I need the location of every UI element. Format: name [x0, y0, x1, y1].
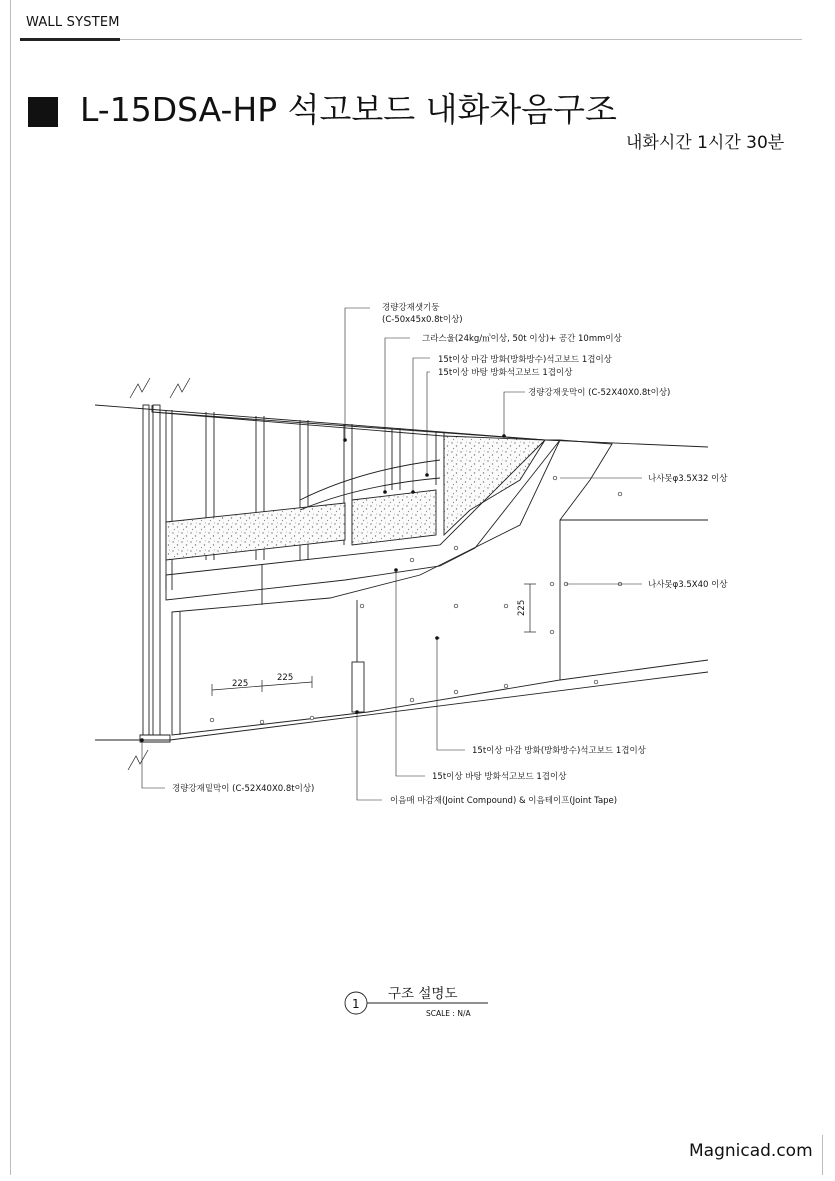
label-stud-spec: (C-50x45x0.8t이상) [382, 315, 463, 325]
steel-studs [143, 405, 444, 735]
label-joint: 이음매 마감재(Joint Compound) & 이음테이프(Joint Tape) [390, 796, 618, 806]
label-bottom-runner: 경량강재밑막이 (C-52X40X0.8t이상) [172, 784, 315, 794]
label-glasswool: 그라스울(24kg/㎥이상, 50t 이상)+ 공간 10mm이상 [422, 334, 622, 344]
caption-title: 구조 설명도 [388, 986, 458, 1002]
glasswool-right [444, 436, 545, 535]
label-base-board-top: 15t이상 바탕 방화석고보드 1겹이상 [438, 368, 573, 378]
dimension-lines [212, 584, 536, 696]
label-screw-40: 나사못φ3.5X40 이상 [648, 580, 728, 590]
glasswool-left [166, 503, 345, 560]
dimension-text-2: 225 [277, 673, 294, 683]
joint-tape [352, 662, 364, 712]
fire-rating-subtitle: 내화시간 1시간 30분 [626, 133, 785, 153]
header-label: WALL SYSTEM [26, 15, 120, 30]
caption-number: 1 [352, 997, 360, 1011]
footer-brand: Magnicad.com [689, 1141, 813, 1161]
label-stud: 경량강재샛기둥 [382, 303, 440, 313]
page-title: L-15DSA-HP 석고보드 내화차음구조 [80, 90, 617, 129]
dimension-text-vertical: 225 [517, 599, 527, 616]
glasswool-middle [352, 490, 436, 545]
label-screw-32: 나사못φ3.5X32 이상 [648, 474, 728, 484]
label-base-board-bottom: 15t이상 바탕 방화석고보드 1겹이상 [432, 772, 567, 782]
bottom-runner [140, 735, 170, 742]
caption-scale: SCALE : N/A [426, 1009, 471, 1018]
floor-line-right [170, 672, 708, 740]
label-finish-board-bottom: 15t이상 마감 방화(방화방수)석고보드 1겹이상 [472, 746, 646, 756]
label-top-runner: 경량강재웃막이 (C-52X40X0.8t이상) [528, 388, 671, 398]
finish-board-edge-lower [560, 660, 708, 680]
dimension-text-1: 225 [232, 679, 249, 689]
label-finish-board-top: 15t이상 마감 방화(방화방수)석고보드 1겹이상 [438, 355, 612, 365]
break-mark-top-left [128, 378, 190, 770]
